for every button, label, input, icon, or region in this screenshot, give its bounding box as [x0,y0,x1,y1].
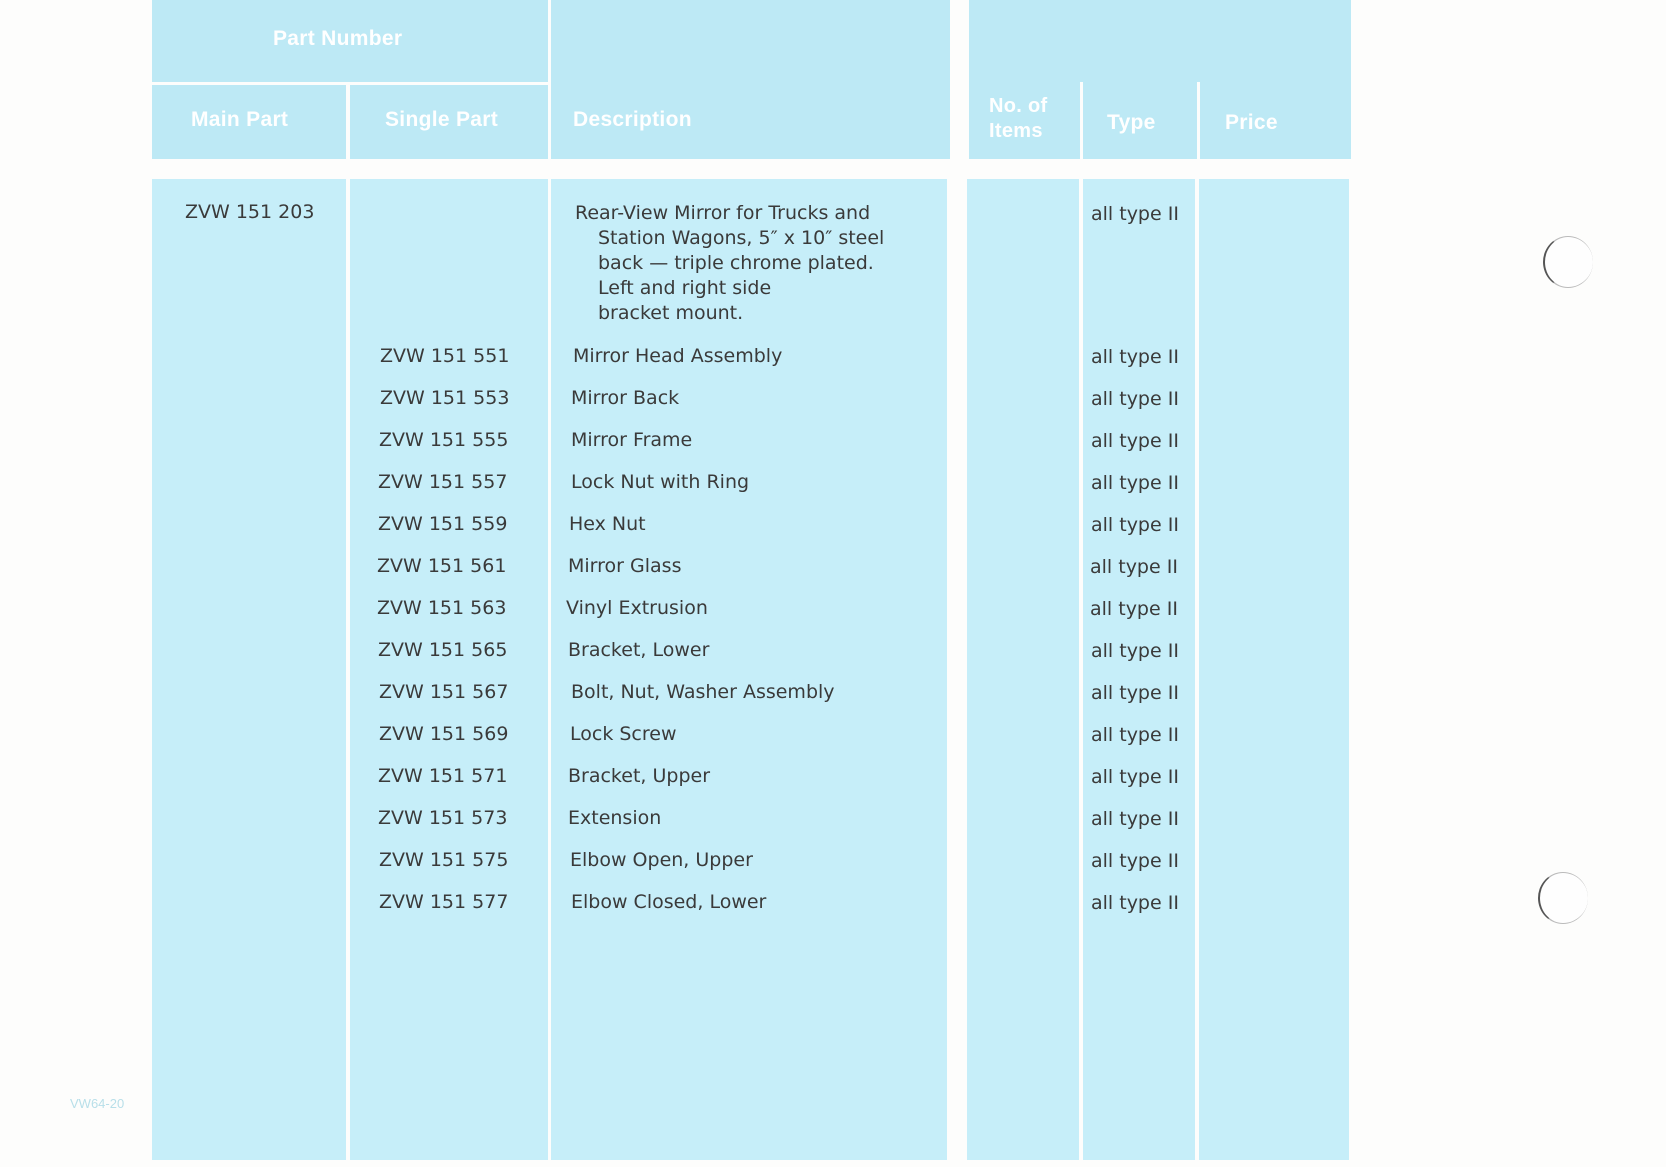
single-part-number: ZVW 151 577 [379,891,509,913]
single-part-number: ZVW 151 569 [379,723,509,745]
single-part-type: all type II [1091,850,1179,872]
page-code: VW64-20 [70,1096,125,1111]
description-line: Rear-View Mirror for Trucks and [575,202,871,224]
single-part-description: Mirror Frame [571,429,693,451]
header-main-part: Main Part [191,108,289,131]
description-line: Station Wagons, 5″ x 10″ steel [598,227,885,249]
single-part-description: Lock Nut with Ring [571,471,750,493]
single-part-number: ZVW 151 561 [377,555,507,577]
single-part-description: Extension [568,807,662,829]
column-no-of-items [967,179,1079,1160]
description-line: back — triple chrome plated. [598,252,874,274]
single-part-number: ZVW 151 567 [379,681,509,703]
single-part-number: ZVW 151 565 [378,639,508,661]
header-description: Description [573,108,692,131]
single-part-type: all type II [1091,640,1179,662]
single-part-number: ZVW 151 557 [378,471,508,493]
single-part-type: all type II [1090,556,1178,578]
single-part-description: Bracket, Upper [568,765,711,787]
column-description [551,179,947,1160]
single-part-type: all type II [1091,682,1179,704]
single-part-type: all type II [1091,472,1179,494]
header-single-part: Single Part [385,108,498,131]
single-part-description: Elbow Open, Upper [570,849,753,871]
single-part-number: ZVW 151 553 [380,387,510,409]
single-part-type: all type II [1091,724,1179,746]
header-right-top-band [969,0,1351,82]
single-part-description: Hex Nut [569,513,646,535]
single-part-type: all type II [1091,346,1179,368]
description-line: bracket mount. [598,302,744,324]
single-part-description: Mirror Glass [568,555,682,577]
single-part-number: ZVW 151 573 [378,807,508,829]
binder-hole-bottom [1538,872,1588,924]
single-part-description: Mirror Head Assembly [573,345,783,367]
column-main-part [152,179,346,1160]
single-part-number: ZVW 151 555 [379,429,509,451]
description-line: Left and right side [598,277,772,299]
main-item-type: all type II [1091,203,1179,225]
header-type: Type [1107,111,1156,134]
column-type [1083,179,1195,1160]
column-price [1199,179,1349,1160]
header-no-of-items: No. of Items [989,95,1048,142]
single-part-number: ZVW 151 571 [378,765,508,787]
single-part-description: Lock Screw [570,723,677,745]
single-part-type: all type II [1091,766,1179,788]
single-part-type: all type II [1091,808,1179,830]
main-part-number: ZVW 151 203 [185,201,315,223]
single-part-description: Elbow Closed, Lower [571,891,767,913]
header-price: Price [1225,111,1278,134]
single-part-type: all type II [1091,892,1179,914]
single-part-type: all type II [1091,514,1179,536]
single-part-number: ZVW 151 575 [379,849,509,871]
single-part-number: ZVW 151 559 [378,513,508,535]
single-part-number: ZVW 151 551 [380,345,510,367]
single-part-description: Bracket, Lower [568,639,710,661]
single-part-description: Vinyl Extrusion [566,597,708,619]
single-part-number: ZVW 151 563 [377,597,507,619]
column-single-part [350,179,548,1160]
single-part-description: Bolt, Nut, Washer Assembly [571,681,835,703]
single-part-type: all type II [1091,388,1179,410]
binder-hole-top [1543,236,1593,288]
header-description-band [551,0,950,159]
single-part-type: all type II [1090,598,1178,620]
single-part-description: Mirror Back [571,387,680,409]
header-part-number: Part Number [273,27,403,50]
single-part-type: all type II [1091,430,1179,452]
